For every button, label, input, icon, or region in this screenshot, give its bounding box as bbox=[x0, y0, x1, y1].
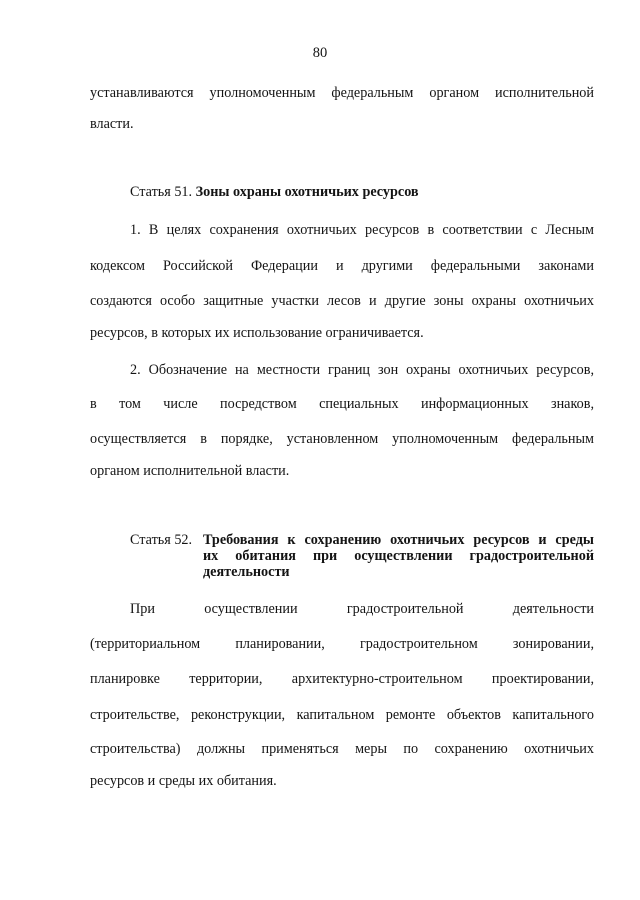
article-51-p1-line-3: создаются особо защитные участки лесов и другие зоны охраны охотничьих bbox=[90, 293, 594, 309]
article-51-heading bbox=[130, 183, 419, 201]
article-52-p1-line-1: При осуществлении градостроительной деятельности bbox=[130, 601, 594, 617]
article-52-p1-line-4: строительстве, реконструкции, капитальном ремонте объектов капитального bbox=[90, 707, 594, 723]
article-52-p1-line-5: строительства) должны применяться меры по сохранению охотничьих bbox=[90, 741, 594, 757]
article-52-p1-line-3: планировке территории, архитектурно-строительном проектировании, bbox=[90, 671, 594, 687]
article-52-title bbox=[203, 532, 594, 580]
article-51-title: Зоны охраны охотничьих ресурсов bbox=[195, 184, 419, 200]
article-51-p2-line-1: 2. Обозначение на местности границ зон охраны охотничьих ресурсов, bbox=[130, 362, 594, 378]
article-52-p1-line-6: ресурсов и среды их обитания. bbox=[90, 773, 277, 789]
article-51-p1-line-1: 1. В целях сохранения охотничьих ресурсов в соответствии с Лесным bbox=[130, 222, 594, 238]
article-52-p1-line-2: (территориальном планировании, градостроительном зонировании, bbox=[90, 636, 594, 652]
article-51-p1-line-4: ресурсов, в которых их использование ограничивается. bbox=[90, 325, 424, 341]
page-number: 80 bbox=[312, 45, 328, 61]
article-51-p2-line-4: органом исполнительной власти. bbox=[90, 463, 290, 479]
article-52-prefix: Статья 52. bbox=[130, 532, 193, 548]
article-52-title-line-3: деятельности bbox=[203, 564, 290, 580]
article-51-p2-line-3: осуществляется в порядке, установленном уполномоченным федеральным bbox=[90, 431, 594, 447]
article-52-title-line-2: их обитания при осуществлении градостроительной bbox=[203, 548, 594, 564]
article-52-title-line-1: Требования к сохранению охотничьих ресурсов и среды bbox=[203, 532, 594, 548]
article-51-p2-line-2: в том числе посредством специальных информационных знаков, bbox=[90, 396, 594, 412]
article-51-prefix: Статья 51. bbox=[130, 184, 193, 200]
intro-line-1: устанавливаются уполномоченным федеральным органом исполнительной bbox=[90, 85, 594, 101]
intro-line-2: власти. bbox=[90, 116, 134, 132]
article-51-p1-line-2: кодексом Российской Федерации и другими федеральными законами bbox=[90, 258, 594, 274]
